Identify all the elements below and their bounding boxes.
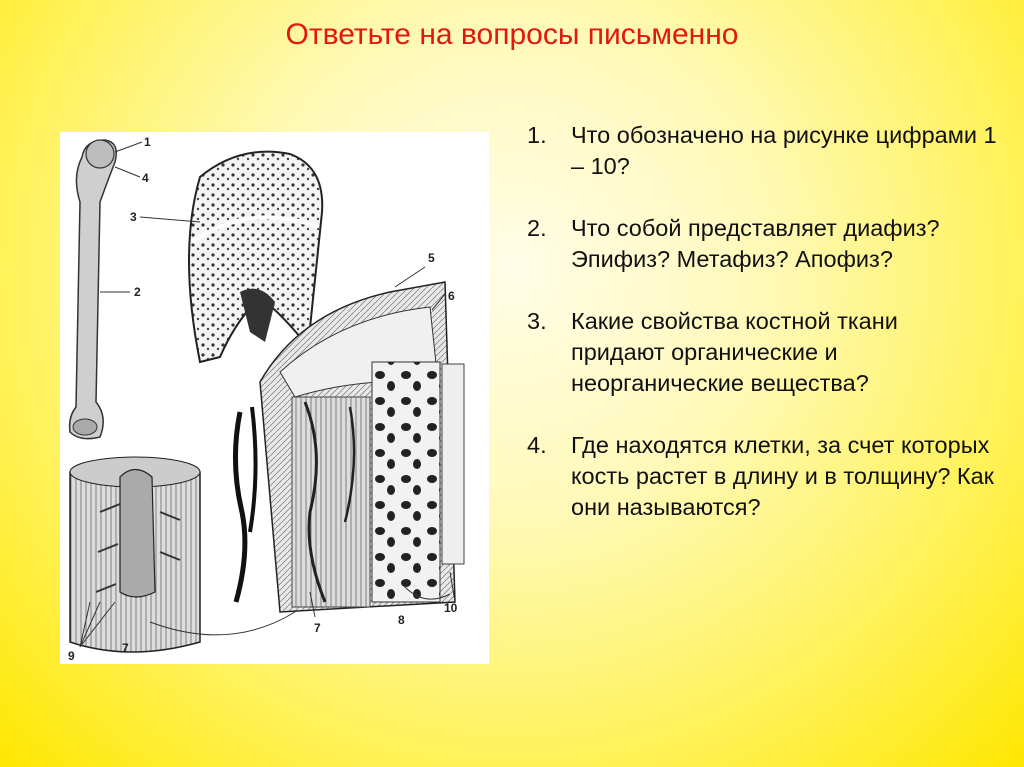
questions-list <box>527 120 997 554</box>
label-7-left: 7 <box>122 641 129 655</box>
label-2: 2 <box>134 285 141 299</box>
question-item <box>527 213 997 275</box>
label-6: 6 <box>448 289 455 303</box>
question-text: Что обозначено на рисунке цифрами 1 – 10? <box>571 122 997 179</box>
bone-structure-figure <box>60 132 489 664</box>
label-1: 1 <box>144 135 151 149</box>
bone-diagram <box>60 132 489 664</box>
question-number: 4. <box>527 432 547 458</box>
question-text: Что собой представляет диафиз? Эпифиз? Метафиз? Апофиз? <box>571 215 940 272</box>
compact-bone-block <box>235 282 464 612</box>
question-number: 3. <box>527 308 547 334</box>
label-4: 4 <box>142 171 149 185</box>
question-number: 2. <box>527 215 547 241</box>
humerus-bone <box>70 140 117 439</box>
label-8: 8 <box>398 613 405 627</box>
label-9: 9 <box>68 649 75 663</box>
label-5: 5 <box>428 251 435 265</box>
slide-title: Ответьте на вопросы письменно <box>285 18 739 51</box>
diaphysis-section <box>70 457 200 652</box>
question-text: Какие свойства костной ткани придают органические и неорганические вещества? <box>571 308 898 396</box>
epiphysis-section <box>189 152 322 362</box>
label-10: 10 <box>444 601 458 615</box>
question-number: 1. <box>527 122 547 148</box>
question-item <box>527 306 997 399</box>
label-3: 3 <box>130 210 137 224</box>
label-7-right: 7 <box>314 621 321 635</box>
question-item <box>527 430 997 523</box>
question-text: Где находятся клетки, за счет которых кость растет в длину и в толщину? Как они называются? <box>571 432 994 520</box>
question-item <box>527 120 997 182</box>
